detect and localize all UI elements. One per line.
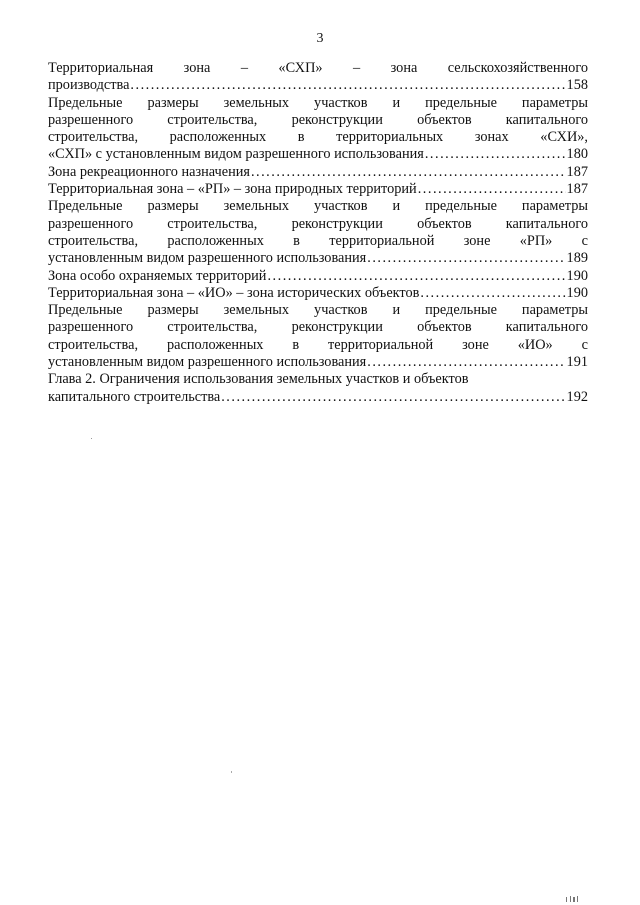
toc-entry-line: строительства, расположенных в территориальной зоне «РП» с [48,232,588,249]
page-number: 3 [316,31,324,46]
toc-page-number: 190 [566,267,588,284]
toc-entry[interactable] [48,285,588,302]
toc-page-number: 192 [566,388,588,405]
toc-page-number: 189 [566,250,588,267]
toc-entry-last-line [48,146,588,163]
toc-entry[interactable] [48,302,588,371]
toc-entry[interactable] [48,181,588,198]
toc-page-number: 187 [566,163,588,180]
toc-entry[interactable] [48,198,588,267]
scan-speck [231,771,232,773]
table-of-contents [48,60,588,406]
dot-leader [130,77,565,94]
scan-speck [577,896,578,902]
toc-entry-last-line [48,250,588,267]
scan-speck [570,896,571,902]
toc-entry[interactable] [48,95,588,164]
toc-entry-text: установленным видом разрешенного использования [48,250,367,267]
dot-leader [420,285,565,302]
toc-entry-line: Предельные размеры земельных участков и предельные параметры [48,94,588,111]
dot-leader [425,146,566,163]
toc-entry[interactable] [48,268,588,285]
toc-entry-last-line [48,77,588,94]
toc-entry-text: Территориальная зона – «РП» – зона природных территорий [48,181,417,198]
toc-entry[interactable] [48,164,588,181]
scan-speck [573,897,575,902]
toc-entry-line: Глава 2. Ограничения использования земельных участков и объектов [48,371,469,388]
toc-entry-last-line [48,181,588,198]
toc-page-number: 190 [566,284,588,301]
toc-entry[interactable] [48,60,588,95]
toc-entry-text: Территориальная зона – «ИО» – зона исторических объектов [48,284,420,301]
toc-entry-line: разрешенного строительства, реконструкции объектов капитального [48,111,588,128]
dot-leader [267,268,565,285]
toc-entry-text: установленным видом разрешенного использования [48,354,367,371]
scan-speck [566,897,567,902]
dot-leader [367,354,565,371]
toc-page-number: 158 [566,77,588,94]
toc-entry-text: капитального строительства [48,388,221,405]
toc-entry-last-line [48,389,588,406]
toc-entry[interactable] [48,371,588,406]
toc-entry-line: строительства, расположенных в территориальных зонах «СХИ», [48,129,588,146]
toc-entry-line: Предельные размеры земельных участков и предельные параметры [48,302,588,319]
dot-leader [251,164,566,181]
toc-entry-text: Зона особо охраняемых территорий [48,267,267,284]
toc-entry-last-line [48,285,588,302]
dot-leader [367,250,565,267]
dot-leader [418,181,566,198]
toc-entry-line: Предельные размеры земельных участков и предельные параметры [48,198,588,215]
dot-leader [221,389,565,406]
toc-entry-text: «СХП» с установленным видом разрешенного использования [48,146,424,163]
toc-entry-last-line [48,268,588,285]
scan-speck [91,438,92,439]
toc-page-number: 191 [566,354,588,371]
toc-entry-line: разрешенного строительства, реконструкции объектов капитального [48,319,588,336]
toc-entry-line: строительства, расположенных в территориальной зоне «ИО» с [48,336,588,353]
toc-entry-line: разрешенного строительства, реконструкции объектов капитального [48,215,588,232]
toc-entry-last-line [48,354,588,371]
toc-page-number: 180 [566,146,588,163]
toc-entry-line: Территориальная зона – «СХП» – зона сельскохозяйственного [48,60,588,76]
toc-page-number: 187 [566,181,588,198]
toc-entry-text: Зона рекреационного назначения [48,163,250,180]
toc-entry-text: производства [48,77,130,94]
toc-entry-last-line [48,164,588,181]
